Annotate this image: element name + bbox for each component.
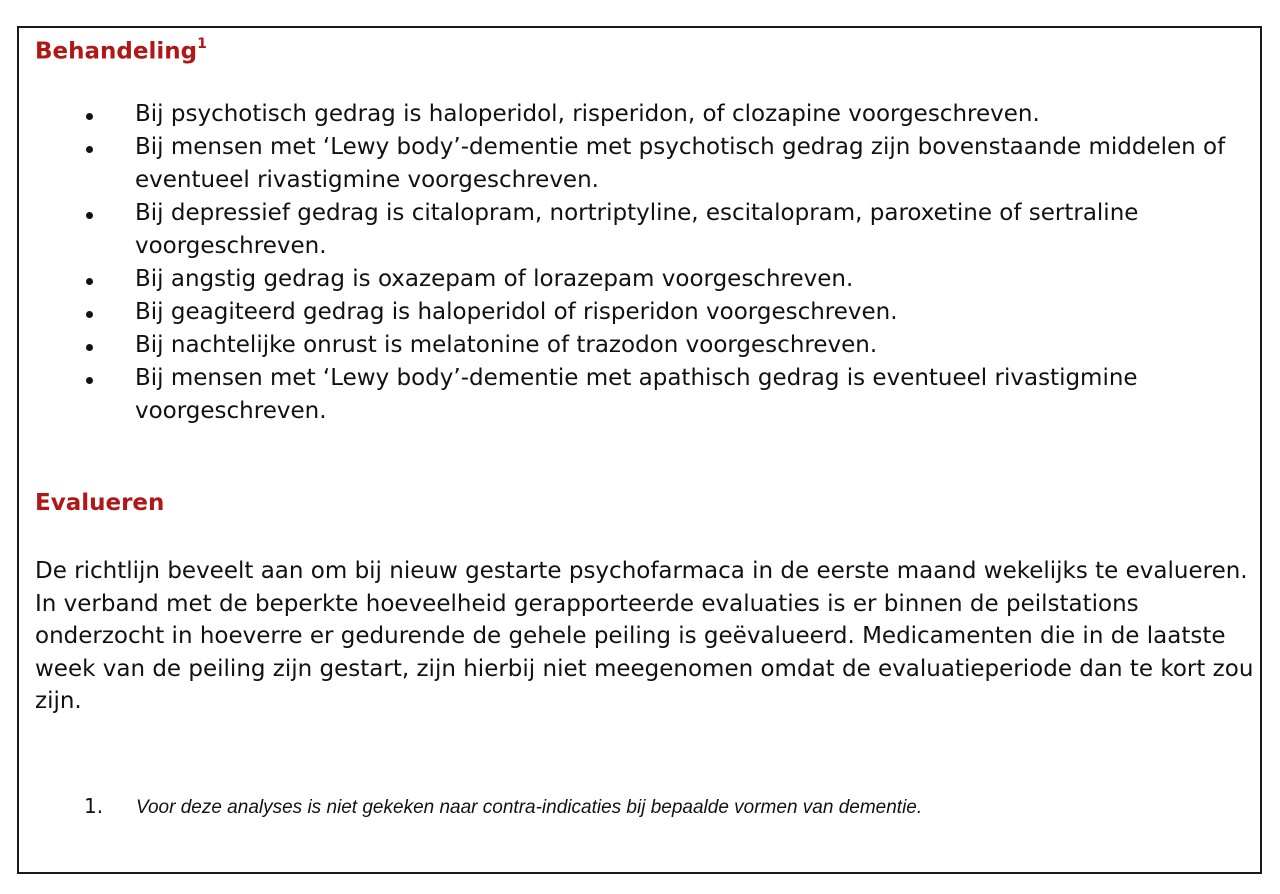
list-item xyxy=(0,296,1260,329)
list-item-text: Bij angstig gedrag is oxazepam of lorazepam voorgeschreven. xyxy=(135,266,854,292)
bullet-icon xyxy=(86,344,93,351)
heading-behandeling-text: Behandeling xyxy=(35,38,198,65)
heading-evalueren: Evalueren xyxy=(35,490,165,516)
heading-behandeling xyxy=(35,31,207,67)
list-item-text: Bij geagiteerd gedrag is haloperidol of risperidon voorgeschreven. xyxy=(135,299,898,325)
bullet-icon xyxy=(86,113,93,120)
footnote-text: Voor deze analyses is niet gekeken naar contra-indicaties bij bepaalde vormen van dementie. xyxy=(136,797,923,818)
list-item xyxy=(0,263,1260,296)
bullet-icon xyxy=(86,377,93,384)
list-item xyxy=(0,98,1260,131)
list-item xyxy=(0,131,1260,197)
bullet-icon xyxy=(86,278,93,285)
list-item-text: Bij nachtelijke onrust is melatonine of trazodon voorgeschreven. xyxy=(135,332,878,358)
evaluation-paragraph: De richtlijn beveelt aan om bij nieuw gestarte psychofarmaca in de eerste maand wekelijks te evalueren. In verband met de beperkte hoeveelheid gerapporteerde evaluaties is er binnen de peilstations onderzocht in hoeverre er gedurende de gehele peiling is geëvalueerd. Medicamenten die in de laatste week van de peiling zijn gestart, zijn hierbij niet meegenomen omdat de evaluatieperiode dan te kort zou zijn. xyxy=(35,558,1254,714)
bullet-icon xyxy=(86,146,93,153)
list-item-text: Bij mensen met ‘Lewy body’-dementie met psychotisch gedrag zijn bovenstaande middelen of eventueel rivastigmine voorgeschreven. xyxy=(135,134,1226,193)
list-item-text: Bij mensen met ‘Lewy body’-dementie met apathisch gedrag is eventueel rivastigmine voorgeschreven. xyxy=(135,365,1138,424)
footnote-reference: 1 xyxy=(197,36,207,52)
treatment-list xyxy=(0,98,1260,428)
list-item xyxy=(0,197,1260,263)
list-item-text: Bij depressief gedrag is citalopram, nortriptyline, escitalopram, paroxetine of sertraline voorgeschreven. xyxy=(135,200,1139,259)
footnote-number: 1. xyxy=(84,794,104,818)
list-item xyxy=(0,329,1260,362)
list-item-text: Bij psychotisch gedrag is haloperidol, risperidon, of clozapine voorgeschreven. xyxy=(135,101,1040,127)
list-item xyxy=(0,362,1260,428)
bullet-icon xyxy=(86,212,93,219)
footnote xyxy=(84,792,1234,822)
bullet-icon xyxy=(86,311,93,318)
